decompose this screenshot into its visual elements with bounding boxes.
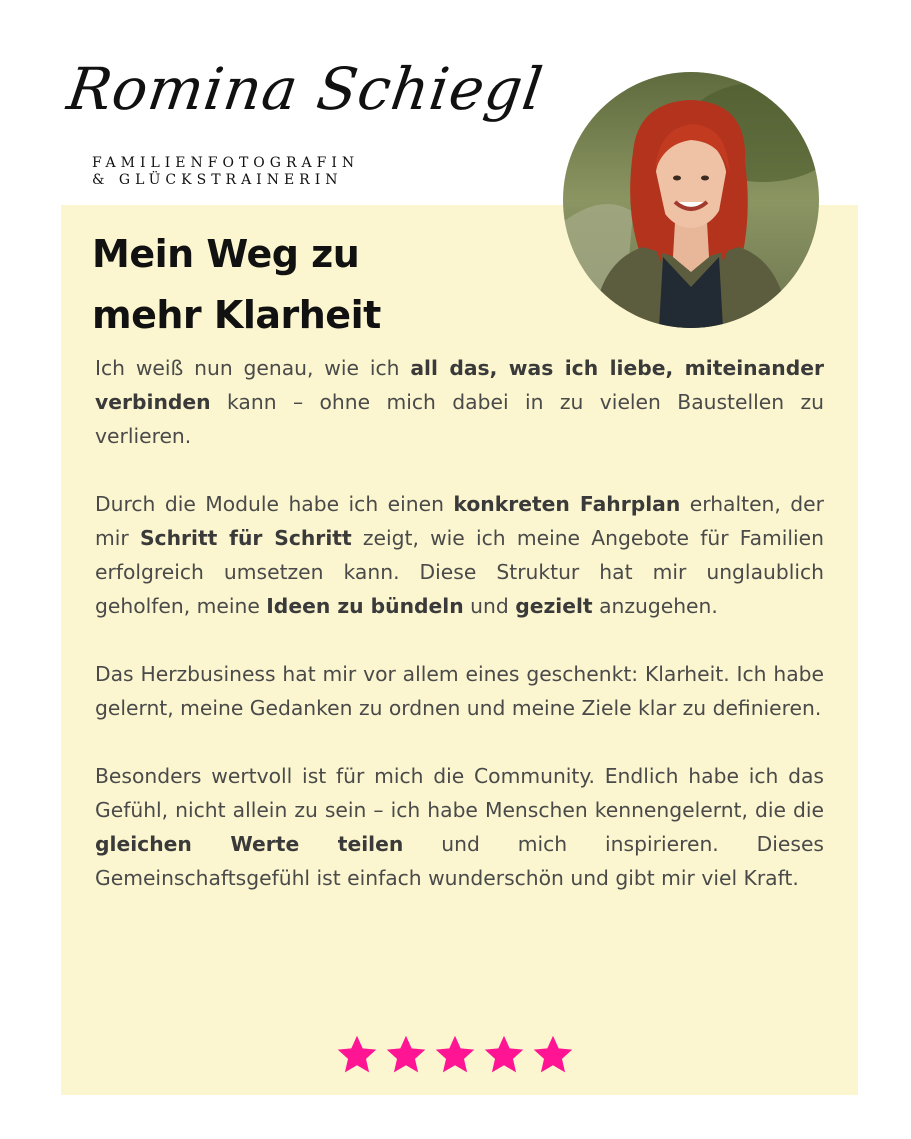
star-icon (383, 1033, 429, 1077)
emphasis-text: konkreten Fahrplan (453, 492, 681, 516)
star-icon (334, 1033, 380, 1077)
paragraph-text: zeigt, wie ich meine Angebote für Familien erfolgreich umsetzen kann. Diese Struktur hat mir unglaublich geholfen, meine (95, 526, 824, 618)
brand-subtitle-line-1: FAMILIENFOTOGRAFIN (92, 155, 360, 171)
brand-signature-logo: Romina Schiegl (63, 55, 548, 123)
emphasis-text: all das, was ich liebe, miteinander verbinden (95, 356, 824, 414)
page-title-line-1: Mein Weg zu (92, 232, 360, 276)
star-icon (530, 1033, 576, 1077)
page-title-line-2: mehr Klarheit (92, 293, 381, 337)
paragraph (95, 759, 824, 895)
emphasis-text: Ideen zu bündeln (266, 594, 464, 618)
paragraph-text: Ich weiß nun genau, wie ich (95, 356, 411, 380)
testimonial-text (95, 351, 824, 929)
page-title (92, 224, 472, 346)
avatar (563, 72, 819, 328)
emphasis-text: Schritt für Schritt (139, 526, 352, 550)
brand-subtitle-line-2: & GLÜCKSTRAINERIN (92, 172, 343, 188)
star-rating (334, 1033, 576, 1079)
paragraph-text: anzugehen. (592, 594, 718, 618)
paragraph (95, 657, 824, 725)
paragraph-text: kann – ohne mich dabei in zu vielen Baustellen zu verlieren. (95, 390, 824, 448)
emphasis-text: gleichen Werte teilen (95, 832, 404, 856)
paragraph-text: Durch die Module habe ich einen (95, 492, 454, 516)
emphasis-text: gezielt (515, 594, 593, 618)
star-icon (481, 1033, 527, 1077)
paragraph-text: und mich inspirieren. Dieses Gemeinschaftsgefühl ist einfach wunderschön und gibt mir viel Kraft. (95, 832, 824, 890)
paragraph (95, 487, 824, 623)
paragraph-text: Besonders wertvoll ist für mich die Community. Endlich habe ich das Gefühl, nicht allein zu sein – ich habe Menschen kennengelernt, die die (95, 764, 824, 822)
paragraph (95, 351, 824, 453)
paragraph-text: Das Herzbusiness hat mir vor allem eines geschenkt: Klarheit. Ich habe gelernt, meine Gedanken zu ordnen und meine Ziele klar zu definieren. (95, 662, 824, 720)
star-icon (432, 1033, 478, 1077)
paragraph-text: und (463, 594, 516, 618)
paragraph-text: erhalten, der mir (95, 492, 824, 550)
brand-subtitle (92, 155, 359, 189)
